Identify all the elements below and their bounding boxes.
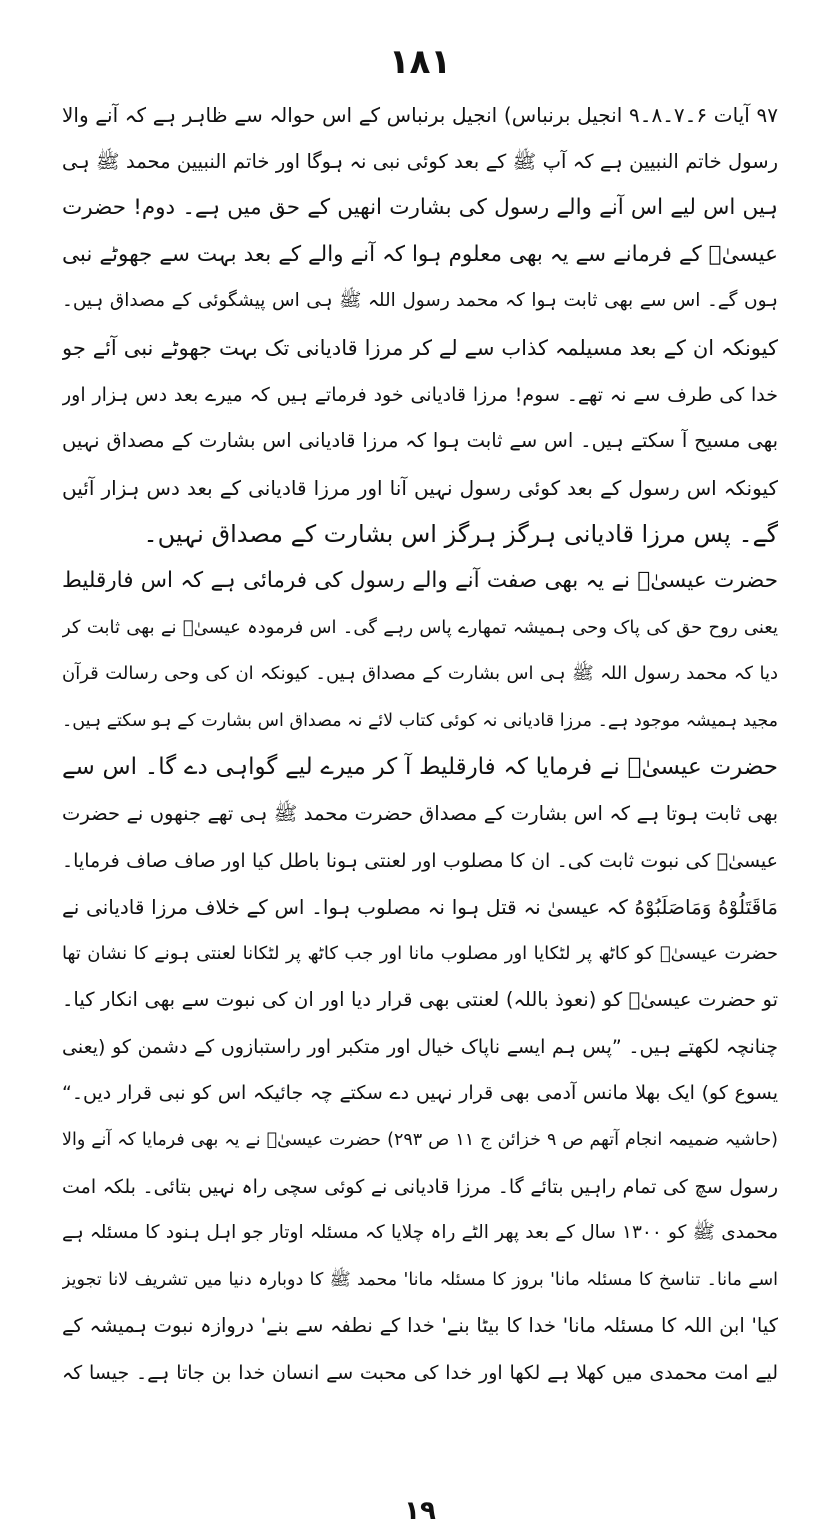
text-line: کیونکہ ان کے بعد مسیلمہ کذاب سے لے کر مرزا قادیانی تک بہت جھوٹے نبی آئے جو: [62, 335, 778, 360]
text-line: بھی ثابت ہوتا ہے کہ اس بشارت کے مصداق حضرت محمد ﷺ ہی تھے جنھوں نے حضرت: [62, 801, 778, 825]
text-line: دیا کہ محمد رسول اللہ ﷺ ہی اس بشارت کے مصداق ہیں۔ کیونکہ ان کی وحی رسالت قرآن: [62, 663, 778, 685]
text-line: گے۔ پس مرزا قادیانی ہرگز ہرگز اس بشارت کے مصداق نہیں۔: [143, 520, 778, 549]
text-line: عیسیٰؑ کے فرمانے سے یہ بھی معلوم ہوا کہ آنے والے کے بعد بہت سے جھوٹے نبی: [62, 241, 778, 267]
text-line: (حاشیہ ضمیمہ انجام آتھم ص ۹ خزائن ج ۱۱ ص ۲۹۳) حضرت عیسیٰؑ نے یہ بھی فرمایا کہ آنے والا: [62, 1130, 778, 1151]
page-number-top: ١٨١: [388, 42, 452, 82]
text-line: عیسیٰؑ کی نبوت ثابت کی۔ ان کا مصلوب اور لعنتی ہونا باطل کیا اور صاف صاف فرمایا۔: [62, 849, 778, 872]
body-text: [62, 92, 778, 1397]
text-line: تو حضرت عیسیٰؑ کو (نعوذ باللہ) لعنتی بھی قرار دیا اور ان کی نبوت سے بھی انکار کیا۔: [62, 988, 778, 1012]
text-line: محمدی ﷺ کو ۱۳۰۰ سال کے بعد پھر الٹے راہ چلایا کہ مسئلہ اوتار جو اہل ہنود کا مسئلہ ہے: [62, 1222, 778, 1244]
text-line: یعنی روح حق کی پاک وحی ہمیشہ تمھارے پاس رہے گی۔ اس فرمودہ عیسیٰؑ نے بھی ثابت کر: [62, 616, 778, 638]
text-line: کیونکہ اس رسول کے بعد کوئی رسول نہیں آنا اور مرزا قادیانی کے بعد دس ہزار آئیں: [62, 475, 778, 500]
text-line: ۹۷ آیات ۶۔۷۔۸۔۹ انجیل برنباس) انجیل برنباس کے اس حوالہ سے ظاہر ہے کہ آنے والا: [62, 103, 778, 127]
text-line: خدا کی طرف سے نہ تھے۔ سوم! مرزا قادیانی خود فرماتے ہیں کہ میرے بعد دس ہزار اور: [62, 383, 778, 406]
text-line: رسول خاتم النبیین ہے کہ آپ ﷺ کے بعد کوئی نبی نہ ہوگا اور خاتم النبیین محمد ﷺ ہی: [62, 149, 778, 173]
text-line: لیے امت محمدی میں کھلا ہے لکھا اور خدا کی محبت سے انسان خدا بن جاتا ہے۔ جیسا کہ: [62, 1362, 778, 1385]
text-line: حضرت عیسیٰؑ نے یہ بھی صفت آنے والے رسول کی فرمائی ہے کہ اس فارقلیط: [62, 567, 778, 593]
text-line: حضرت عیسیٰؑ نے فرمایا کہ فارقلیط آ کر میرے لیے گواہی دے گا۔ اس سے: [62, 754, 778, 781]
text-line: بھی مسیح آ سکتے ہیں۔ اس سے ثابت ہوا کہ مرزا قادیانی اس بشارت کے مصداق نہیں: [62, 429, 778, 453]
text-line: چنانچہ لکھتے ہیں۔ ”پس ہم ایسے ناپاک خیال اور متکبر اور راستبازوں کے دشمن کو (یعنی: [62, 1035, 778, 1058]
text-line: اسے مانا۔ تناسخ کا مسئلہ مانا' بروز کا مسئلہ مانا' محمد ﷺ کا دوبارہ دنیا میں تشریف لانا تجویز: [62, 1269, 778, 1290]
text-line: مَاقَتَلُوْهُ وَمَاصَلَبُوْهُ کہ عیسیٰ نہ قتل ہوا نہ مصلوب ہوا۔ اس کے خلاف مرزا قادیانی نے: [62, 895, 778, 920]
page-number-bottom: ١٩: [404, 1496, 436, 1526]
text-line: ہوں گے۔ اس سے بھی ثابت ہوا کہ محمد رسول اللہ ﷺ ہی اس پیشگوئی کے مصداق ہیں۔: [62, 290, 778, 312]
text-line: رسول سچ کی تمام راہیں بتائے گا۔ مرزا قادیانی نے کوئی سچی راہ نہیں بتائی۔ بلکہ امت: [62, 1175, 778, 1198]
text-line: مجید ہمیشہ موجود ہے۔ مرزا قادیانی نہ کوئی کتاب لائے نہ مصداق اس بشارت کے ہو سکتے ہیں۔: [62, 710, 778, 731]
text-line: کیا' ابن اللہ کا مسئلہ مانا' خدا کا بیٹا بنے' خدا کے نطفہ سے بنے' دروازہ نبوت ہمیشہ کے: [62, 1314, 778, 1338]
text-line: یسوع کو) ایک بھلا مانس آدمی بھی قرار نہیں دے سکتے چہ جائیکہ اس کو نبی قرار دیں۔“: [62, 1082, 778, 1105]
text-line: حضرت عیسیٰؑ کو کاٹھ پر لٹکایا اور مصلوب مانا اور جب کاٹھ پر لٹکانا لعنتی ہونے کا نشان تھا: [62, 942, 778, 964]
text-line: ہیں اس لیے اس آنے والے رسول کی بشارت انھیں کے حق میں ہے۔ دوم! حضرت: [62, 195, 778, 221]
